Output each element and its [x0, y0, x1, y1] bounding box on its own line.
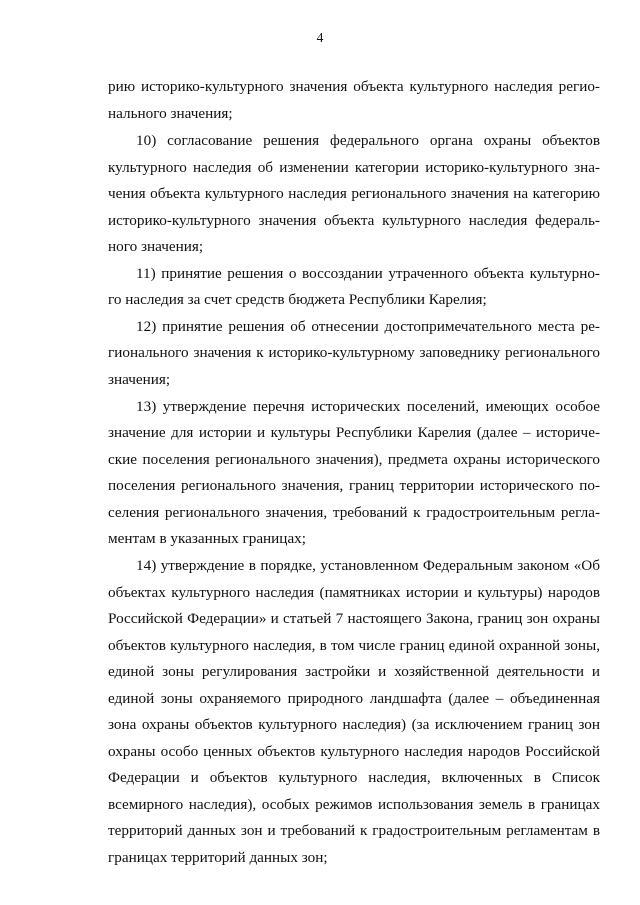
- text-line: чения объекта культурного наследия регионального значения на категорию: [108, 185, 600, 202]
- text-line: поселения регионального значения, границ территории исторического по-: [108, 477, 600, 494]
- text-line: нального значения;: [108, 105, 233, 122]
- text-line: территорий данных зон и требований к градостроительным регламентам в: [108, 822, 600, 839]
- text-line: значения;: [108, 371, 171, 388]
- text-line: Российской Федерации» и статьей 7 настоящего Закона, границ зон охраны: [108, 610, 600, 627]
- text-line: объектов культурного наследия, в том числе границ единой охранной зоны,: [108, 637, 600, 654]
- text-line: единой зоны охраняемого природного ландшафта (далее – объединенная: [108, 690, 600, 707]
- text-line: ного значения;: [108, 238, 204, 255]
- text-line: историко-культурного значения объекта культурного наследия федераль-: [108, 212, 600, 229]
- text-line: ментам в указанных границах;: [108, 530, 306, 547]
- text-line: Федерации и объектов культурного наследия, включенных в Список: [108, 769, 600, 786]
- text-line: всемирного наследия), особых режимов использования земель в границах: [108, 796, 600, 813]
- text-line: селения регионального значения, требований к градостроительным регла-: [108, 504, 600, 521]
- text-line: 11) принятие решения о воссоздании утраченного объекта культурно-: [136, 265, 600, 282]
- text-line: гионального значения к историко-культурному заповеднику регионального: [108, 344, 600, 361]
- text-line: охраны особо ценных объектов культурного наследия народов Российской: [108, 743, 600, 760]
- text-line: 12) принятие решения об отнесении достопримечательного места ре-: [136, 318, 600, 335]
- text-line: 13) утверждение перечня исторических поселений, имеющих особое: [136, 398, 600, 415]
- text-line: рию историко-культурного значения объекта культурного наследия регио-: [108, 78, 600, 95]
- text-line: зона охраны объектов культурного наследия) (за исключением границ зон: [108, 716, 600, 733]
- text-line: значение для истории и культуры Республики Карелия (далее – историче-: [108, 424, 600, 441]
- page-number: 4: [316, 30, 324, 45]
- text-line: ские поселения регионального значения), предмета охраны исторического: [108, 451, 600, 468]
- text-line: культурного наследия об изменении категории историко-культурного зна-: [108, 159, 600, 176]
- text-line: единой зоны регулирования застройки и хозяйственной деятельности и: [108, 663, 600, 680]
- text-line: объектах культурного наследия (памятниках истории и культуры) народов: [108, 584, 600, 601]
- text-line: границах территорий данных зон;: [108, 849, 328, 866]
- text-line: 10) согласование решения федерального органа охраны объектов: [136, 132, 600, 149]
- text-line: 14) утверждение в порядке, установленном Федеральным законом «Об: [136, 557, 600, 574]
- text-line: го наследия за счет средств бюджета Республики Карелия;: [108, 291, 487, 308]
